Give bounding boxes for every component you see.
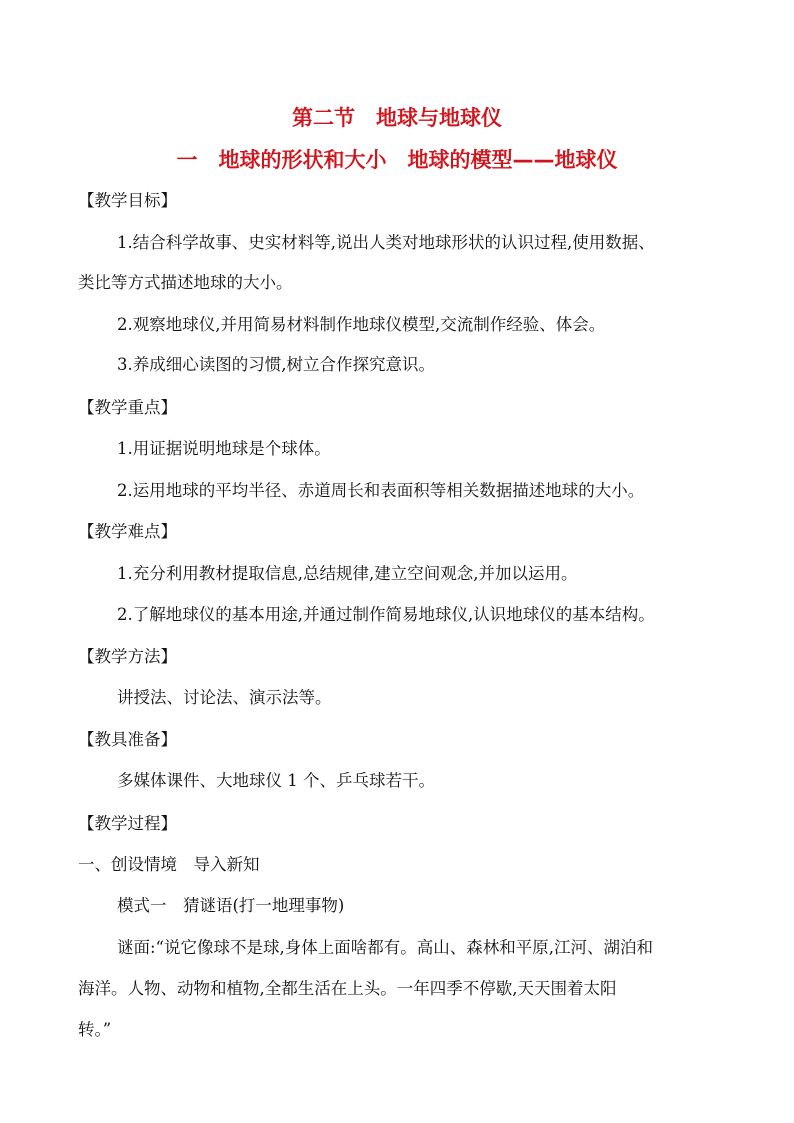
objective-2: 2.观察地球仪,并用简易材料制作地球仪模型,交流制作经验、体会。 [117, 315, 606, 334]
objective-1-line-1: 1.结合科学故事、史实材料等,说出人类对地球形状的认识过程,使用数据、 [117, 233, 655, 252]
tools-heading: 【教具准备】 [78, 730, 177, 749]
key-points-heading: 【教学重点】 [78, 398, 177, 417]
tools-text: 多媒体课件、大地球仪 1 个、乒乓球若干。 [117, 771, 435, 790]
process-mode-1: 模式一 猜谜语(打一地理事物) [117, 896, 345, 915]
objective-3: 3.养成细心读图的习惯,树立合作探究意识。 [117, 355, 435, 374]
riddle-line-2: 海洋。人物、动物和植物,全都生活在上头。一年四季不停歇,天天围着太阳 [78, 979, 617, 998]
riddle-line-1: 谜面:“说它像球不是球,身体上面啥都有。高山、森林和平原,江河、湖泊和 [117, 938, 653, 957]
difficulty-2: 2.了解地球仪的基本用途,并通过制作简易地球仪,认识地球仪的基本结构。 [117, 605, 655, 624]
document-subtitle: 一 地球的形状和大小 地球的模型——地球仪 [176, 148, 618, 172]
key-point-2: 2.运用地球的平均半径、赤道周长和表面积等相关数据描述地球的大小。 [117, 481, 645, 500]
document-title: 第二节 地球与地球仪 [292, 106, 502, 130]
key-point-1: 1.用证据说明地球是个球体。 [117, 439, 331, 458]
methods-text: 讲授法、讨论法、演示法等。 [117, 688, 332, 707]
objective-1-line-2: 类比等方式描述地球的大小。 [78, 273, 293, 292]
riddle-line-3: 转。” [78, 1020, 112, 1039]
difficulties-heading: 【教学难点】 [78, 522, 177, 541]
objectives-heading: 【教学目标】 [78, 191, 177, 210]
difficulty-1: 1.充分利用教材提取信息,总结规律,建立空间观念,并加以运用。 [117, 564, 578, 583]
methods-heading: 【教学方法】 [78, 647, 177, 666]
process-step-1: 一、创设情境 导入新知 [78, 855, 260, 874]
process-heading: 【教学过程】 [78, 814, 177, 833]
